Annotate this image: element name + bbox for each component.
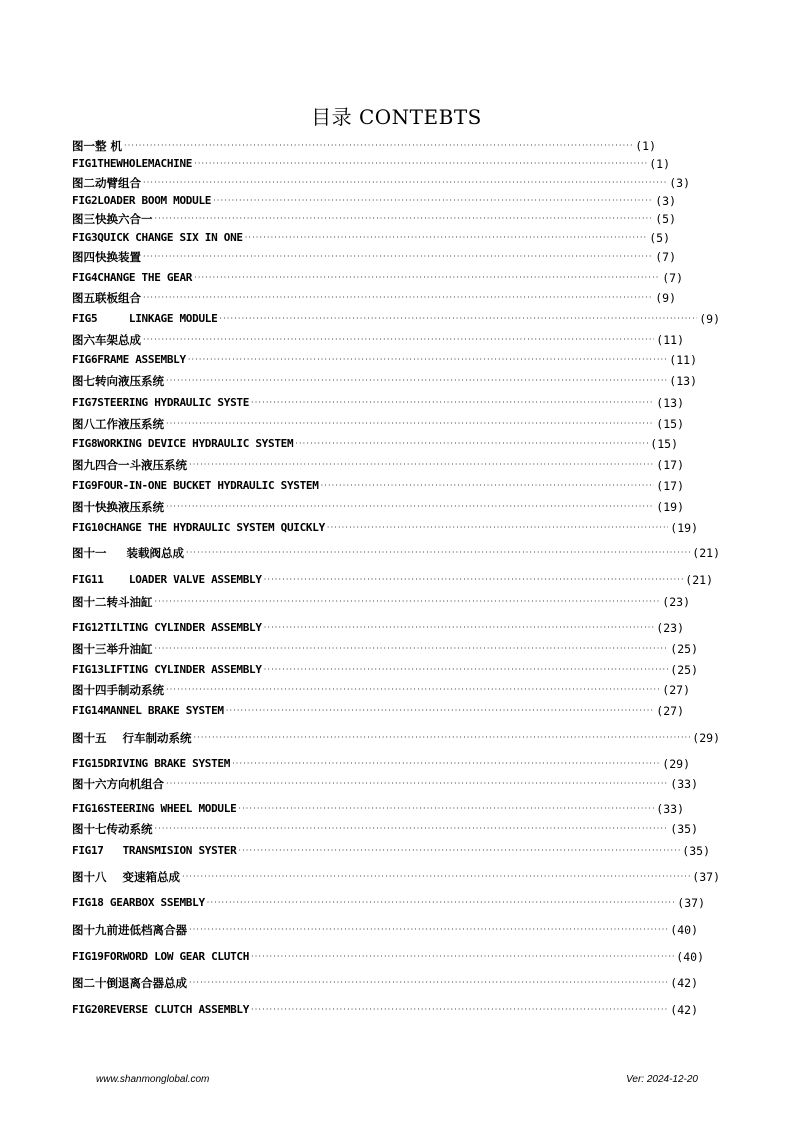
toc-entry-label: FIG17 TRANSMISION SYSTER: [72, 844, 237, 857]
toc-leader-dots: [155, 821, 669, 837]
toc-entry[interactable]: [72, 703, 684, 719]
footer-version: Ver: 2024-12-20: [626, 1074, 698, 1085]
toc-leader-dots: [321, 478, 655, 494]
toc-leader-dots: [226, 703, 655, 719]
toc-entry-page: (19): [670, 521, 698, 535]
toc-entry[interactable]: [72, 520, 698, 536]
toc-entry[interactable]: [72, 416, 684, 432]
toc-entry[interactable]: [72, 895, 705, 911]
toc-entry-label: 图十五 行车制动系统: [72, 731, 192, 745]
toc-entry[interactable]: [72, 730, 720, 746]
toc-entry-page: (29): [662, 757, 690, 771]
toc-entry-page: (21): [685, 573, 713, 587]
toc-entry[interactable]: [72, 949, 704, 965]
toc-leader-dots: [182, 869, 690, 885]
toc-entry[interactable]: [72, 776, 698, 792]
toc-entry-page: (23): [662, 595, 690, 609]
footer-website: www.shanmonglobal.com: [96, 1074, 210, 1085]
toc-leader-dots: [143, 175, 667, 191]
toc-entry-page: (1): [649, 157, 670, 171]
toc-entry-page: (27): [656, 704, 684, 718]
toc-leader-dots: [155, 211, 654, 227]
toc-leader-dots: [124, 138, 633, 154]
toc-entry[interactable]: [72, 572, 713, 588]
toc-leader-dots: [166, 682, 660, 698]
toc-leader-dots: [188, 352, 667, 368]
toc-entry-label: 图八工作液压系统: [72, 417, 164, 431]
toc-entry-page: (27): [662, 683, 690, 697]
toc-entry[interactable]: [72, 682, 690, 698]
toc-entry-page: (11): [656, 333, 684, 347]
toc-entry[interactable]: [72, 1002, 698, 1018]
toc-entry[interactable]: [72, 478, 684, 494]
toc-entry-label: FIG3QUICK CHANGE SIX IN ONE: [72, 231, 243, 244]
toc-entry-label: FIG8WORKING DEVICE HYDRAULIC SYSTEM: [72, 437, 294, 450]
toc-entry-page: (25): [670, 642, 698, 656]
toc-leader-dots: [264, 620, 655, 636]
toc-entry-label: 图十八 变速箱总成: [72, 870, 181, 884]
toc-entry-page: (5): [649, 231, 670, 245]
toc-entry-page: (37): [677, 896, 705, 910]
toc-entry-label: FIG20REVERSE CLUTCH ASSEMBLY: [72, 1003, 250, 1016]
toc-entry-page: (29): [692, 731, 720, 745]
toc-leader-dots: [327, 520, 668, 536]
toc-entry-label: FIG6FRAME ASSEMBLY: [72, 353, 186, 366]
toc-entry-page: (3): [669, 176, 690, 190]
toc-entry-page: (17): [656, 458, 684, 472]
toc-entry-label: 图七转向液压系统: [72, 374, 164, 388]
toc-entry-page: (25): [670, 663, 698, 677]
toc-entry-label: FIG15DRIVING BRAKE SYSTEM: [72, 757, 231, 770]
toc-entry-page: (35): [670, 822, 698, 836]
toc-entry[interactable]: [72, 843, 710, 859]
toc-entry-label: 图十七传动系统: [72, 822, 153, 836]
toc-leader-dots: [295, 436, 648, 452]
toc-entry[interactable]: [72, 499, 684, 515]
toc-entry-page: (40): [670, 923, 698, 937]
toc-entry-label: FIG19FORWORD LOW GEAR CLUTCH: [72, 950, 250, 963]
toc-entry-label: FIG5 LINKAGE MODULE: [72, 312, 218, 325]
toc-leader-dots: [194, 270, 660, 286]
toc-entry-label: FIG18 GEARBOX SSEMBLY: [72, 896, 205, 909]
toc-leader-dots: [194, 730, 691, 746]
toc-entry-label: 图二动臂组合: [72, 176, 141, 190]
toc-entry-label: 图十快换液压系统: [72, 500, 164, 514]
toc-leader-dots: [251, 1002, 668, 1018]
toc-entry[interactable]: [72, 175, 690, 191]
toc-entry-label: 图十二转斗油缸: [72, 595, 153, 609]
toc-entry-label: FIG12TILTING CYLINDER ASSEMBLY: [72, 621, 262, 634]
toc-entry-label: 图十三举升油缸: [72, 642, 153, 656]
toc-entry-label: FIG16STEERING WHEEL MODULE: [72, 802, 237, 815]
toc-entry-label: 图五联板组合: [72, 291, 141, 305]
page-title: 目录 CONTEBTS: [311, 105, 482, 129]
toc-leader-dots: [264, 572, 684, 588]
toc-leader-dots: [207, 895, 676, 911]
toc-entry[interactable]: [72, 332, 684, 348]
toc-entry[interactable]: [72, 801, 684, 817]
toc-entry-label: FIG11 LOADER VALVE ASSEMBLY: [72, 573, 262, 586]
toc-entry-page: (42): [670, 976, 698, 990]
toc-entry-page: (1): [635, 139, 656, 153]
toc-entry-label: 图三快换六合一: [72, 212, 153, 226]
toc-entry-page: (33): [656, 802, 684, 816]
toc-leader-dots: [186, 545, 690, 561]
toc-entry[interactable]: [72, 922, 698, 938]
toc-entry-page: (7): [655, 250, 676, 264]
toc-entry-label: 图十一 装载阀总成: [72, 546, 185, 560]
toc-leader-dots: [232, 756, 660, 772]
toc-entry[interactable]: [72, 594, 690, 610]
toc-entry-page: (42): [670, 1003, 698, 1017]
toc-entry[interactable]: [72, 457, 684, 473]
toc-entry-page: (3): [655, 194, 676, 208]
toc-entry[interactable]: [72, 352, 697, 368]
toc-entry-page: (13): [656, 396, 684, 410]
toc-entry[interactable]: [72, 821, 698, 837]
toc-leader-dots: [264, 662, 669, 678]
toc-entry-page: (15): [650, 437, 678, 451]
toc-leader-dots: [155, 641, 669, 657]
toc-entry-label: 图二十倒退离合器总成: [72, 976, 187, 990]
toc-leader-dots: [189, 975, 668, 991]
toc-entry-label: FIG14MANNEL BRAKE SYSTEM: [72, 704, 224, 717]
toc-entry[interactable]: [72, 756, 690, 772]
toc-leader-dots: [238, 801, 654, 817]
toc-entry[interactable]: [72, 193, 676, 209]
toc-leader-dots: [166, 776, 668, 792]
toc-entry[interactable]: [72, 395, 684, 411]
toc-entry-label: 图一整 机: [72, 139, 123, 153]
toc-entry-page: (15): [656, 417, 684, 431]
toc-leader-dots: [143, 332, 654, 348]
toc-entry-page: (23): [656, 621, 684, 635]
toc-entry-page: (33): [670, 777, 698, 791]
toc-entry[interactable]: [72, 230, 670, 246]
toc-entry-page: (37): [692, 870, 720, 884]
toc-entry[interactable]: [72, 662, 698, 678]
toc-entry-page: (9): [655, 291, 676, 305]
toc-entry[interactable]: [72, 249, 676, 265]
toc-entry-label: 图四快换装置: [72, 250, 141, 264]
toc-entry[interactable]: [72, 641, 698, 657]
toc-entry-label: 图十九前进低档离合器: [72, 923, 187, 937]
toc-leader-dots: [194, 156, 647, 172]
toc-entry-label: FIG1THEWHOLEMACHINE: [72, 157, 193, 170]
toc-entry-page: (40): [676, 950, 704, 964]
toc-leader-dots: [166, 416, 654, 432]
toc-entry[interactable]: [72, 436, 678, 452]
toc-entry-page: (17): [656, 479, 684, 493]
toc-entry[interactable]: [72, 270, 683, 286]
toc-entry-page: (11): [669, 353, 697, 367]
toc-leader-dots: [219, 311, 697, 327]
toc-leader-dots: [213, 193, 653, 209]
toc-entry[interactable]: [72, 290, 676, 306]
toc-leader-dots: [143, 249, 653, 265]
toc-leader-dots: [155, 594, 661, 610]
toc-entry[interactable]: [72, 138, 656, 154]
toc-leader-dots: [251, 395, 654, 411]
toc-entry-page: (9): [699, 312, 720, 326]
toc-entry-label: FIG9FOUR-IN-ONE BUCKET HYDRAULIC SYSTEM: [72, 479, 319, 492]
toc-entry[interactable]: [72, 620, 684, 636]
toc-entry[interactable]: [72, 975, 698, 991]
toc-entry-label: FIG7STEERING HYDRAULIC SYSTE: [72, 396, 250, 409]
toc-leader-dots: [189, 922, 668, 938]
toc-entry-label: 图十四手制动系统: [72, 683, 164, 697]
toc-leader-dots: [238, 843, 680, 859]
toc-leader-dots: [189, 457, 654, 473]
toc-entry[interactable]: [72, 211, 676, 227]
toc-entry-label: FIG13LIFTING CYLINDER ASSEMBLY: [72, 663, 262, 676]
toc-entry-page: (13): [669, 374, 697, 388]
toc-entry-page: (21): [692, 546, 720, 560]
toc-entry-page: (7): [662, 271, 683, 285]
toc-entry[interactable]: [72, 545, 720, 561]
toc-entry-label: FIG10CHANGE THE HYDRAULIC SYSTEM QUICKLY: [72, 521, 325, 534]
toc-leader-dots: [166, 373, 667, 389]
toc-entry[interactable]: [72, 311, 720, 327]
toc-entry-label: 图九四合一斗液压系统: [72, 458, 187, 472]
toc-entry[interactable]: [72, 156, 670, 172]
toc-entry[interactable]: [72, 373, 697, 389]
toc-leader-dots: [143, 290, 653, 306]
toc-entry-page: (35): [682, 844, 710, 858]
toc-entry-label: FIG2LOADER BOOM MODULE: [72, 194, 212, 207]
toc-entry[interactable]: [72, 869, 720, 885]
toc-leader-dots: [251, 949, 674, 965]
toc-entry-label: 图六车架总成: [72, 333, 141, 347]
toc-leader-dots: [245, 230, 648, 246]
toc-entry-page: (19): [656, 500, 684, 514]
toc-entry-label: FIG4CHANGE THE GEAR: [72, 271, 193, 284]
toc-entry-label: 图十六方向机组合: [72, 777, 164, 791]
toc-leader-dots: [166, 499, 654, 515]
toc-entry-page: (5): [655, 212, 676, 226]
